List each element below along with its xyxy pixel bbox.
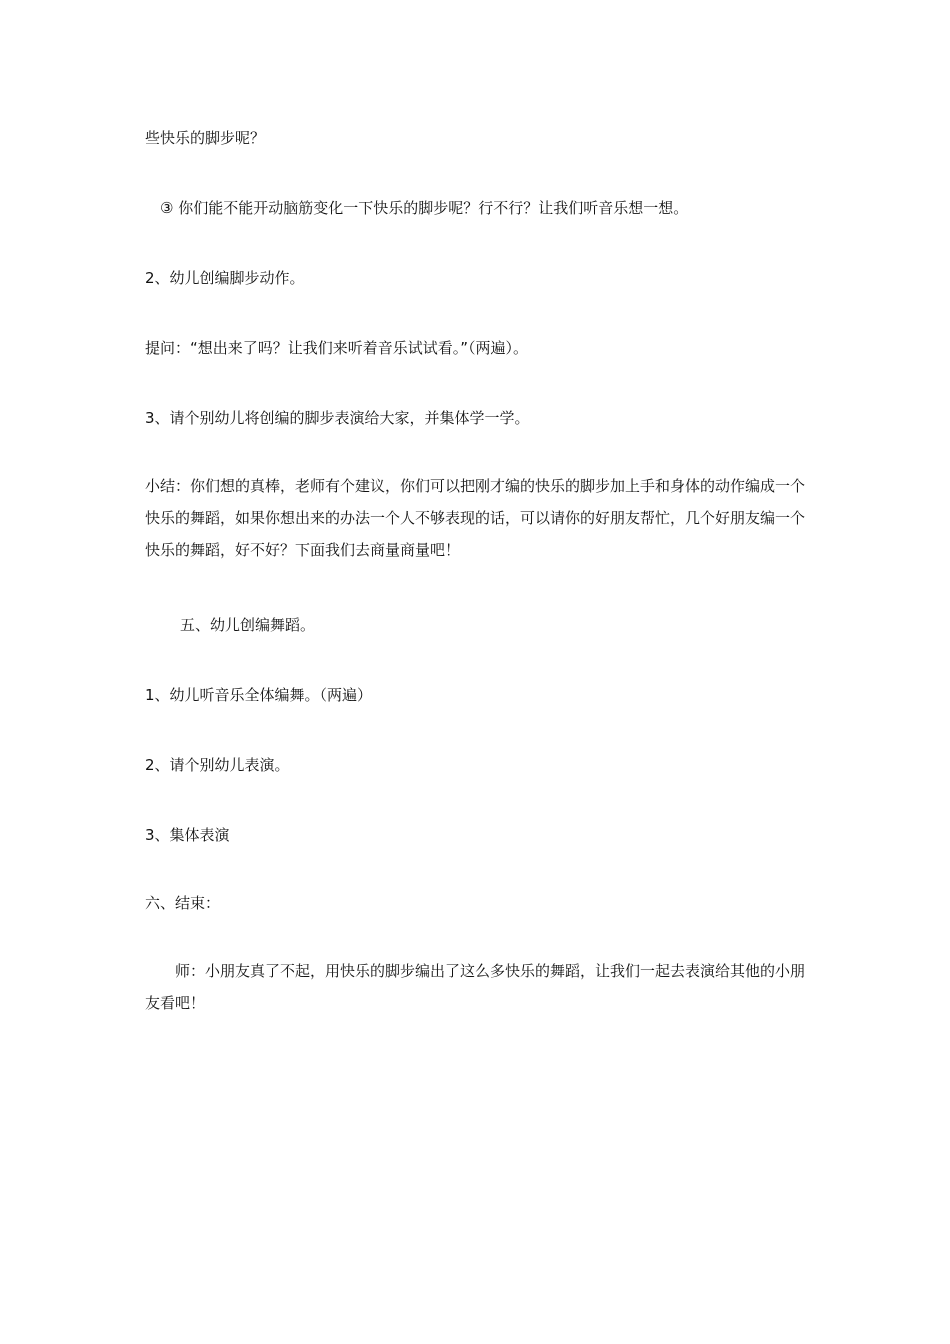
text-line-continuation: 些快乐的脚步呢？ xyxy=(145,129,266,147)
text-line-step-3: 3、请个别幼儿将创编的脚步表演给大家，并集体学一学。 xyxy=(145,409,530,427)
text-line-step-2: 2、幼儿创编脚步动作。 xyxy=(145,269,305,287)
section-5-item-1: 1、幼儿听音乐全体编舞。（两遍） xyxy=(145,686,373,704)
section-5-item-2: 2、请个别幼儿表演。 xyxy=(145,756,290,774)
text-line-question: 提问：“想出来了吗？让我们来听着音乐试试看。”（两遍）。 xyxy=(145,339,529,357)
section-6-heading: 六、结束： xyxy=(145,894,221,912)
summary-paragraph: 小结：你们想的真棒，老师有个建议，你们可以把刚才编的快乐的脚步加上手和身体的动作编成一个快乐的舞蹈，如果你想出来的办法一个人不够表现的话，可以请你的好朋友帮忙，几个好朋友编一个快乐的舞蹈，好不好？下面我们去商量商量吧！ xyxy=(145,477,806,559)
text-line-question-3: ③ 你们能不能开动脑筋变化一下快乐的脚步呢？行不行？让我们听音乐想一想。 xyxy=(160,199,689,217)
closing-paragraph: 师：小朋友真了不起，用快乐的脚步编出了这么多快乐的舞蹈，让我们一起去表演给其他的小朋友看吧！ xyxy=(145,962,806,1012)
section-5-heading: 五、幼儿创编舞蹈。 xyxy=(180,616,316,634)
section-5-item-3: 3、集体表演 xyxy=(145,826,230,844)
